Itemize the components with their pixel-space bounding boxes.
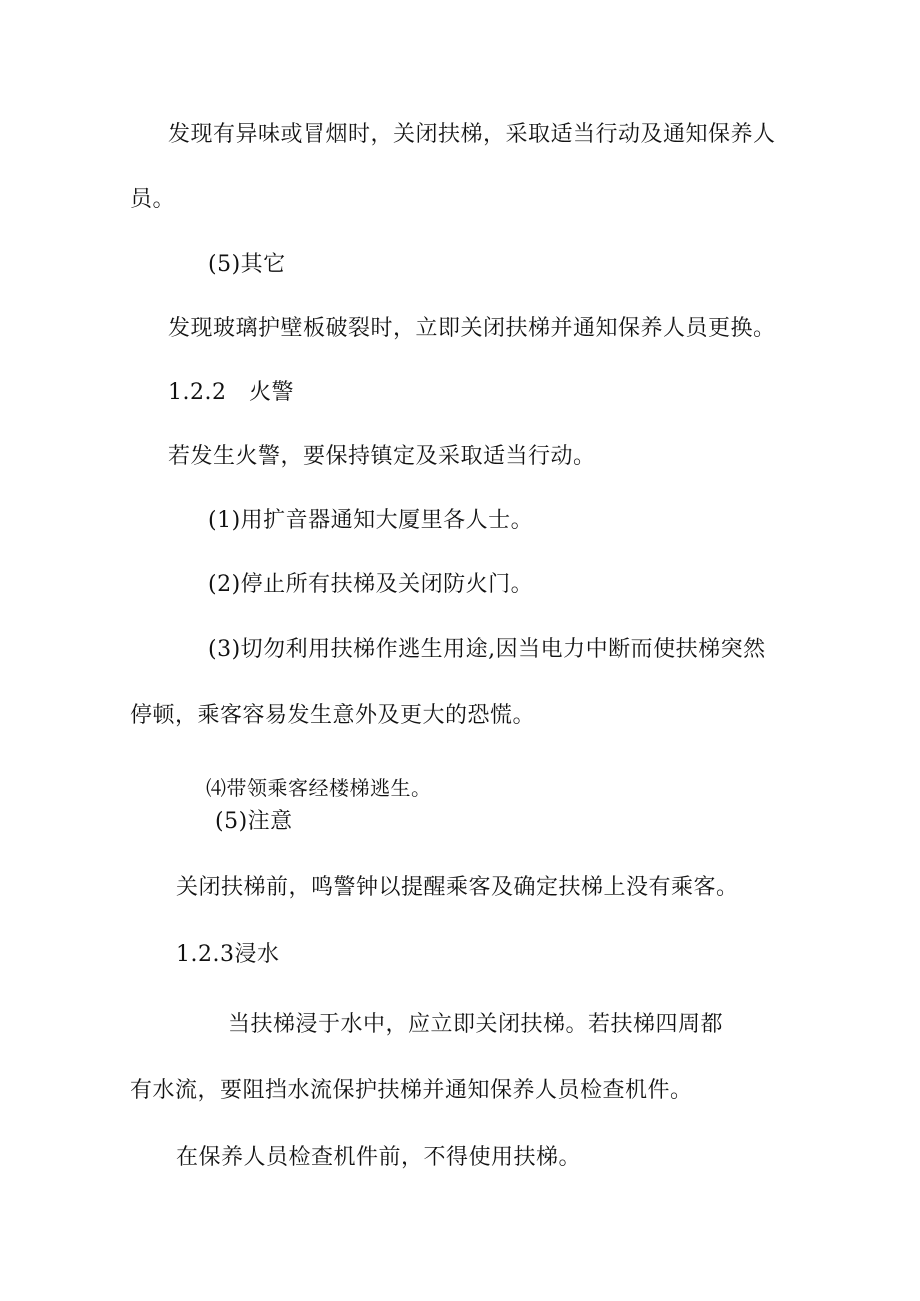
fire-step-3-line-1: (3)切勿利用扶梯作逃生用途,因当电力中断而使扶梯突然 bbox=[208, 637, 766, 662]
section-heading-fire: 1.2.2 火警 bbox=[168, 380, 294, 405]
paragraph-glass-panel: 发现玻璃护壁板破裂时，立即关闭扶梯并通知保养人员更换。 bbox=[168, 316, 776, 341]
fire-step-3-line-2: 停顿，乘客容易发生意外及更大的恐慌。 bbox=[130, 703, 536, 728]
fire-step-2: (2)停止所有扶梯及关闭防火门。 bbox=[208, 572, 534, 597]
paragraph-smoke-line-1: 发现有异味或冒烟时，关闭扶梯，采取适当行动及通知保养人 bbox=[168, 122, 776, 147]
fire-step-4: ⑷带领乘客经楼梯逃生。 bbox=[206, 776, 432, 800]
fire-step-1: (1)用扩音器通知大厦里各人士。 bbox=[208, 508, 534, 533]
paragraph-flooding-line-2: 有水流，要阻挡水流保护扶梯并通知保养人员检查机件。 bbox=[130, 1078, 693, 1103]
paragraph-fire-intro: 若发生火警，要保持镇定及采取适当行动。 bbox=[168, 444, 596, 469]
paragraph-smoke-line-2: 员。 bbox=[130, 187, 176, 212]
paragraph-alarm-bell: 关闭扶梯前，鸣警钟以提醒乘客及确定扶梯上没有乘客。 bbox=[176, 875, 739, 900]
heading-notice: (5)注意 bbox=[215, 809, 293, 834]
section-heading-flooding: 1.2.3浸水 bbox=[176, 942, 280, 967]
paragraph-flooding-line-1: 当扶梯浸于水中，应立即关闭扶梯。若扶梯四周都 bbox=[228, 1012, 724, 1037]
paragraph-no-use: 在保养人员检查机件前，不得使用扶梯。 bbox=[176, 1145, 582, 1170]
heading-other: (5)其它 bbox=[208, 252, 286, 277]
